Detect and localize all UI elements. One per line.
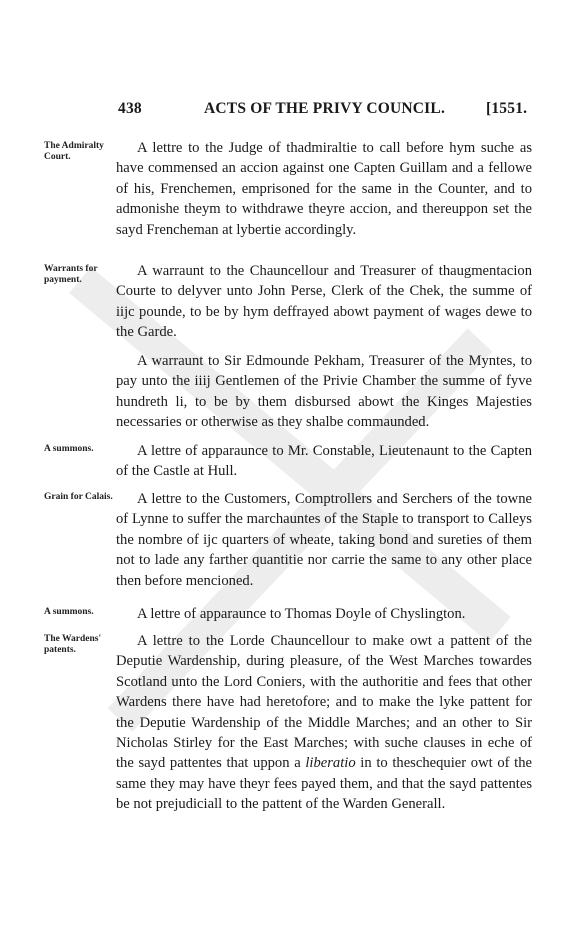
entry-text: A lettre of apparaunce to Thomas Doyle of Chyslington. — [137, 606, 466, 622]
margin-note: Grain for Calais. — [44, 492, 113, 502]
entry-text-part: A lettre to the Lorde Chauncellour to make owt a pattent of the Deputie Wardenship, during pleasure, of the West Marches towardes Scotland unto the Lord Coniers, with the authoritie and fees that other Wardens there have had heretofore; and to make the lyke pattent for the Deputie Wardenship of the Middle Marches; and an other to Sir Nicholas Stirley for the East Marches; with suche clauses in eche of the sayd pattentes that uppon a — [116, 633, 532, 772]
margin-note: A summons. — [44, 444, 94, 454]
entry-text: A lettre to the Customers, Comptrollers and Serchers of the towne of Lynne to suffer the marchauntes of the Staple to transport to Calleys the nombre of ijc quarters of wheate, taking bond and sureties of them not to lade any farther quantitie nor carrie the same to any other place then before mencioned. — [116, 491, 532, 589]
margin-note: The Admiralty Court. — [44, 141, 104, 162]
running-head — [0, 100, 567, 122]
entry-text-part: in to theschequier owt of the same they may have theyr fees payed them, and that the sayd pattentes be not prejudiciall to the pattent of the Warden Generall. — [116, 755, 532, 813]
year-marker: [1551. — [486, 100, 528, 117]
entry-text: A warraunt to the Chauncellour and Treasurer of thaugmentacion Courte to delyver unto John Perse, Clerk of the Chek, the summe of iijc pounde, to be by hym deffrayed abowt payment of wages dewe to the Garde. — [116, 263, 532, 341]
entry-text: A lettre of apparaunce to Mr. Constable, Lieutenaunt to the Capten of the Castle at Hull. — [116, 443, 532, 480]
entry-text: A warraunt to Sir Edmounde Pekham, Treasurer of the Myntes, to pay unto the iiij Gentlemen of the Privie Chamber the summe of fyve hundreth li, to be by them disbursed abowt the Kinges Majesties necessaries or otherwise as they shalbe commaunded. — [116, 353, 532, 431]
margin-note: Warrants for payment. — [44, 264, 98, 285]
page-number: 438 — [118, 100, 142, 117]
entry-text: A lettre to the Judge of thadmiraltie to call before hym suche as have commensed an accion against one Capten Guillam and a fellowe of his, Frenchemen, emprisoned for the same in the Counter, and to admonishe theym to withdrawe theyre accion, and thereuppon set the sayd Frencheman at lybertie accordingly. — [116, 140, 532, 238]
entry-text — [116, 631, 532, 815]
page-title: ACTS OF THE PRIVY COUNCIL. — [204, 100, 446, 117]
entry-text-italic: liberatio — [305, 755, 356, 772]
margin-note: The Wardens' patents. — [44, 634, 102, 655]
margin-note: A summons. — [44, 607, 94, 617]
